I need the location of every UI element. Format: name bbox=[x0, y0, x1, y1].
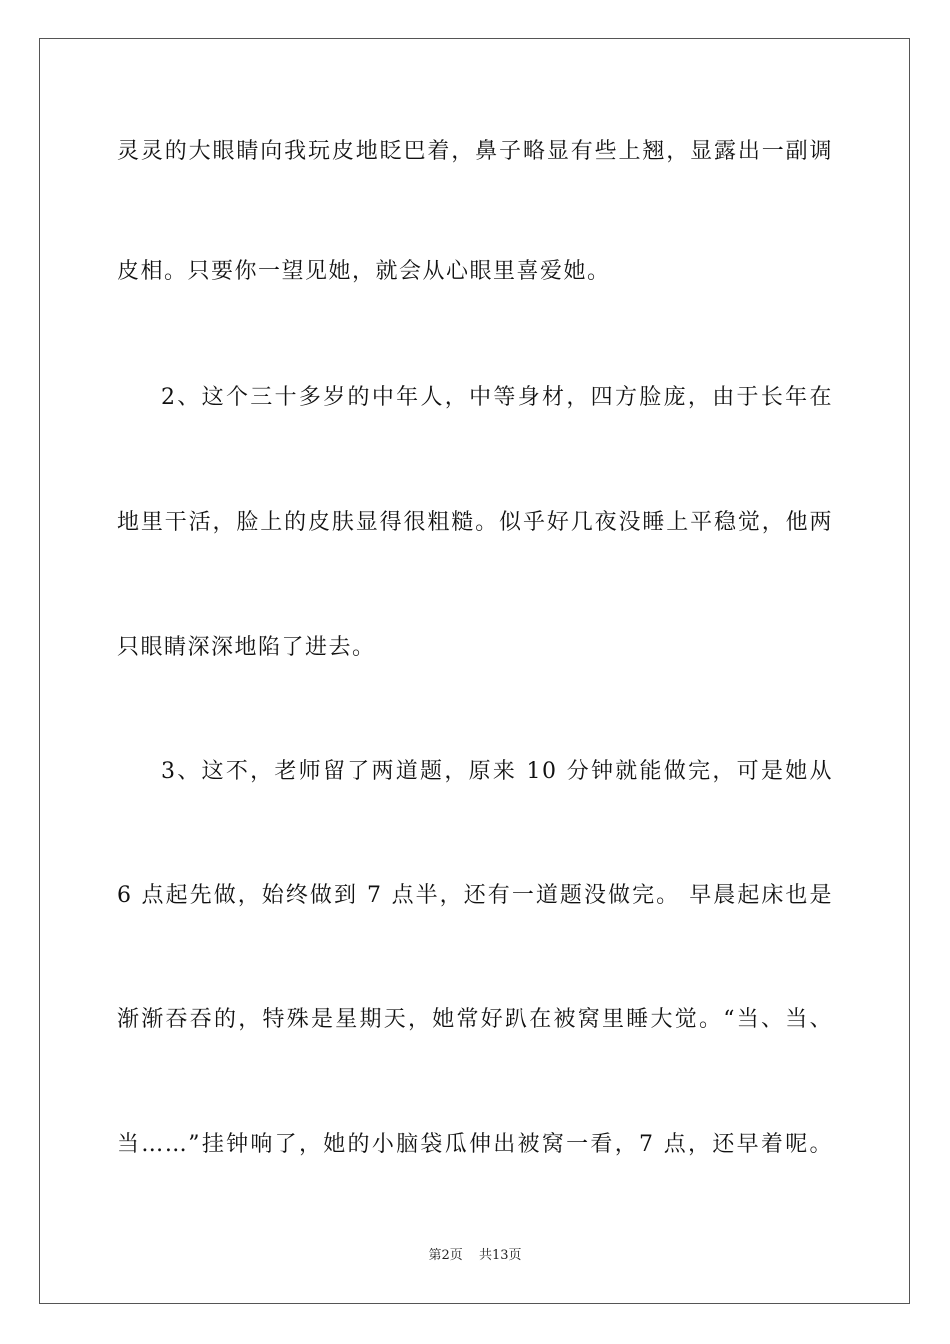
paragraph-3-first-line: 3、这不，老师留了两道题，原来 10 分钟就能做完，可是她从 bbox=[161, 759, 833, 784]
page-border bbox=[39, 38, 910, 1304]
text-line: 只眼睛深深地陷了进去。 bbox=[117, 635, 376, 660]
total-pages: 共13页 bbox=[478, 1248, 522, 1263]
text-line: 皮相。只要你一望见她，就会从心眼里喜爱她。 bbox=[117, 259, 611, 284]
text-line: 当……”挂钟响了，她的小脑袋瓜伸出被窝一看，7 点，还早着呢。 bbox=[117, 1132, 833, 1157]
page-footer bbox=[0, 1248, 950, 1264]
text-line: 地里干活，脸上的皮肤显得很粗糙。似乎好几夜没睡上平稳觉，他两 bbox=[117, 510, 833, 535]
paragraph-2-first-line: 2、这个三十多岁的中年人，中等身材，四方脸庞，由于长年在 bbox=[161, 385, 833, 410]
page-number: 第2页 bbox=[428, 1248, 463, 1263]
text-line: 6 点起先做，始终做到 7 点半，还有一道题没做完。 早晨起床也是 bbox=[117, 883, 833, 908]
text-line: 渐渐吞吞的，特殊是星期天，她常好趴在被窝里睡大觉。“当、当、 bbox=[117, 1007, 833, 1032]
text-line: 灵灵的大眼睛向我玩皮地眨巴着，鼻子略显有些上翘，显露出一副调 bbox=[117, 139, 833, 164]
